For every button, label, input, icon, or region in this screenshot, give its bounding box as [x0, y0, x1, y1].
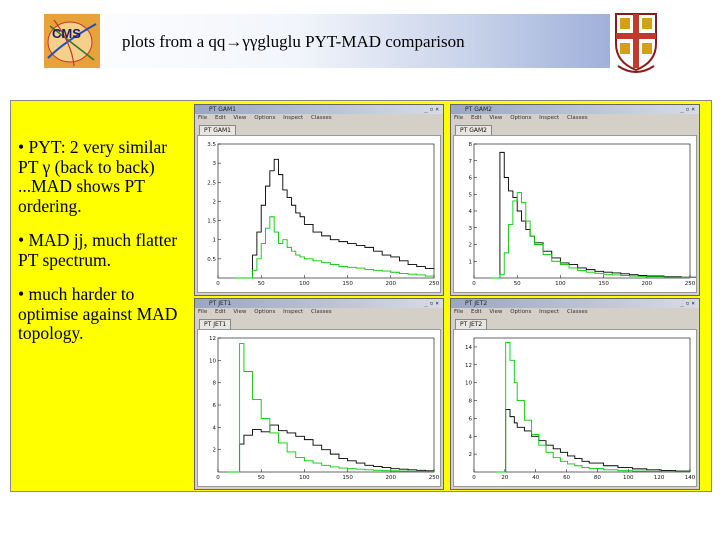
- y-tick-label: 3.5: [207, 142, 216, 148]
- window-controls-icon[interactable]: _▫×: [424, 106, 441, 113]
- x-tick-label: 50: [257, 281, 265, 287]
- menu-item-classes[interactable]: Classes: [566, 115, 588, 121]
- x-tick-label: 250: [428, 475, 440, 481]
- plot-frame: [218, 144, 434, 278]
- menu-item-edit[interactable]: Edit: [214, 309, 226, 315]
- x-tick-label: 250: [428, 281, 440, 287]
- menu-item-options[interactable]: Options: [510, 115, 532, 121]
- histogram-plot[interactable]: [197, 135, 441, 293]
- x-tick-label: 0: [216, 475, 220, 481]
- x-tick-label: 40: [532, 475, 540, 481]
- y-tick-label: 2: [468, 452, 472, 459]
- bullet-item: • MAD jj, much flatter PT spectrum.: [18, 230, 178, 270]
- x-tick-label: 120: [653, 475, 665, 481]
- x-tick-label: 150: [342, 475, 353, 481]
- x-tick-label: 0: [216, 281, 220, 287]
- histogram-svg: [198, 330, 440, 486]
- y-tick-label: 8: [212, 380, 216, 387]
- window-controls-icon[interactable]: _▫×: [680, 300, 697, 307]
- x-tick-label: 80: [593, 475, 601, 481]
- y-tick-label: 1.5: [207, 218, 216, 225]
- y-tick-label: 14: [465, 344, 472, 351]
- menu-item-options[interactable]: Options: [254, 115, 276, 121]
- y-tick-label: 2: [212, 199, 216, 206]
- menu-item-inspect[interactable]: Inspect: [539, 309, 560, 315]
- histogram-title-box: PT GAM1: [199, 125, 236, 136]
- histogram-plot[interactable]: [453, 135, 697, 293]
- x-tick-label: 0: [472, 281, 476, 287]
- plot-frame: [474, 338, 690, 472]
- window-title: PT GAM1: [209, 106, 236, 113]
- y-tick-label: 8: [468, 142, 472, 148]
- y-tick-label: 1: [212, 237, 216, 244]
- menu-bar[interactable]: [451, 114, 699, 123]
- window-controls-icon[interactable]: _▫×: [680, 106, 697, 113]
- menu-item-options[interactable]: Options: [254, 309, 276, 315]
- window-title: PT JET2: [465, 300, 488, 307]
- menu-item-options[interactable]: Options: [510, 309, 532, 315]
- window-titlebar[interactable]: [451, 299, 699, 308]
- y-tick-label: 3: [468, 225, 472, 232]
- svg-text:CMS: CMS: [52, 26, 81, 41]
- plot-frame: [218, 338, 434, 472]
- y-tick-label: 0.5: [207, 256, 216, 263]
- y-tick-label: 12: [209, 336, 216, 342]
- window-titlebar[interactable]: [451, 105, 699, 114]
- root-canvas-window-pt-gam2[interactable]: [450, 104, 700, 296]
- window-titlebar[interactable]: [195, 105, 443, 114]
- menu-item-file[interactable]: File: [454, 115, 464, 121]
- histogram-svg: [454, 136, 696, 292]
- menu-item-file[interactable]: File: [198, 115, 208, 121]
- histogram-title-box: PT JET1: [199, 319, 231, 330]
- bullet-item: • much harder to optimise against MAD topology.: [18, 284, 178, 343]
- menu-item-inspect[interactable]: Inspect: [283, 115, 304, 121]
- histogram-title-box: PT GAM2: [455, 125, 492, 136]
- y-tick-label: 6: [468, 175, 472, 182]
- y-tick-label: 2: [212, 447, 216, 454]
- y-tick-label: 2.5: [207, 180, 216, 187]
- x-tick-label: 100: [623, 475, 634, 481]
- x-tick-label: 200: [641, 281, 653, 287]
- menu-bar[interactable]: [195, 308, 443, 317]
- menu-item-edit[interactable]: Edit: [470, 115, 482, 121]
- y-tick-label: 8: [468, 398, 472, 405]
- cms-logo-icon: [44, 14, 100, 68]
- y-tick-label: 6: [212, 403, 216, 409]
- x-tick-label: 50: [513, 281, 521, 287]
- x-tick-label: 20: [501, 475, 509, 481]
- x-tick-label: 100: [299, 281, 310, 287]
- y-tick-label: 10: [465, 380, 472, 387]
- menu-item-view[interactable]: View: [489, 309, 503, 315]
- plot-frame: [474, 144, 690, 278]
- root-canvas-window-pt-jet2[interactable]: [450, 298, 700, 490]
- window-controls-icon[interactable]: _▫×: [424, 300, 441, 307]
- x-tick-label: 250: [684, 281, 696, 287]
- menu-item-file[interactable]: File: [454, 309, 464, 315]
- menu-item-classes[interactable]: Classes: [310, 115, 332, 121]
- window-title: PT GAM2: [465, 106, 492, 113]
- y-tick-label: 4: [468, 209, 472, 215]
- menu-item-classes[interactable]: Classes: [566, 309, 588, 315]
- y-tick-label: 1: [468, 259, 472, 266]
- y-tick-label: 3: [212, 161, 216, 168]
- y-tick-label: 2: [468, 242, 472, 249]
- histogram-svg: [198, 136, 440, 292]
- y-tick-label: 4: [468, 434, 472, 441]
- x-tick-label: 60: [563, 475, 571, 481]
- menu-item-file[interactable]: File: [198, 309, 208, 315]
- menu-item-edit[interactable]: Edit: [470, 309, 482, 315]
- x-tick-label: 150: [598, 281, 609, 287]
- university-crest-icon: [612, 8, 660, 74]
- x-tick-label: 150: [342, 281, 353, 287]
- x-tick-label: 200: [385, 281, 397, 287]
- window-title: PT JET1: [209, 300, 232, 307]
- histogram-title-box: PT JET2: [455, 319, 487, 330]
- window-titlebar[interactable]: [195, 299, 443, 308]
- y-tick-label: 4: [212, 425, 216, 432]
- menu-item-edit[interactable]: Edit: [214, 115, 226, 121]
- x-tick-label: 200: [385, 475, 397, 481]
- page-title: plots from a qq→γγgluglu PYT-MAD comparison: [122, 32, 465, 51]
- menu-item-view[interactable]: View: [233, 309, 247, 315]
- histogram-plot[interactable]: [197, 329, 441, 487]
- menu-item-view[interactable]: View: [489, 115, 503, 121]
- menu-item-inspect[interactable]: Inspect: [539, 115, 560, 121]
- y-tick-label: 10: [209, 358, 216, 365]
- x-tick-label: 0: [472, 475, 476, 481]
- bullet-item: • PYT: 2 very similar PT γ (back to back) ...MAD shows PT ordering.: [18, 137, 168, 216]
- histogram-svg: [454, 330, 696, 486]
- menu-item-inspect[interactable]: Inspect: [283, 309, 304, 315]
- bullet-list: [18, 138, 190, 359]
- x-tick-label: 100: [299, 475, 310, 481]
- menu-item-classes[interactable]: Classes: [310, 309, 332, 315]
- y-tick-label: 5: [468, 192, 472, 199]
- menu-bar[interactable]: [451, 308, 699, 317]
- root-canvas-window-pt-jet1[interactable]: [194, 298, 444, 490]
- x-tick-label: 50: [257, 475, 265, 481]
- y-tick-label: 12: [465, 362, 472, 369]
- histogram-plot[interactable]: [453, 329, 697, 487]
- root-canvas-window-pt-gam1[interactable]: [194, 104, 444, 296]
- x-tick-label: 140: [684, 475, 696, 481]
- y-tick-label: 6: [468, 416, 472, 423]
- y-tick-label: 7: [468, 158, 472, 165]
- menu-item-view[interactable]: View: [233, 115, 247, 121]
- menu-bar[interactable]: [195, 114, 443, 123]
- x-tick-label: 100: [555, 281, 566, 287]
